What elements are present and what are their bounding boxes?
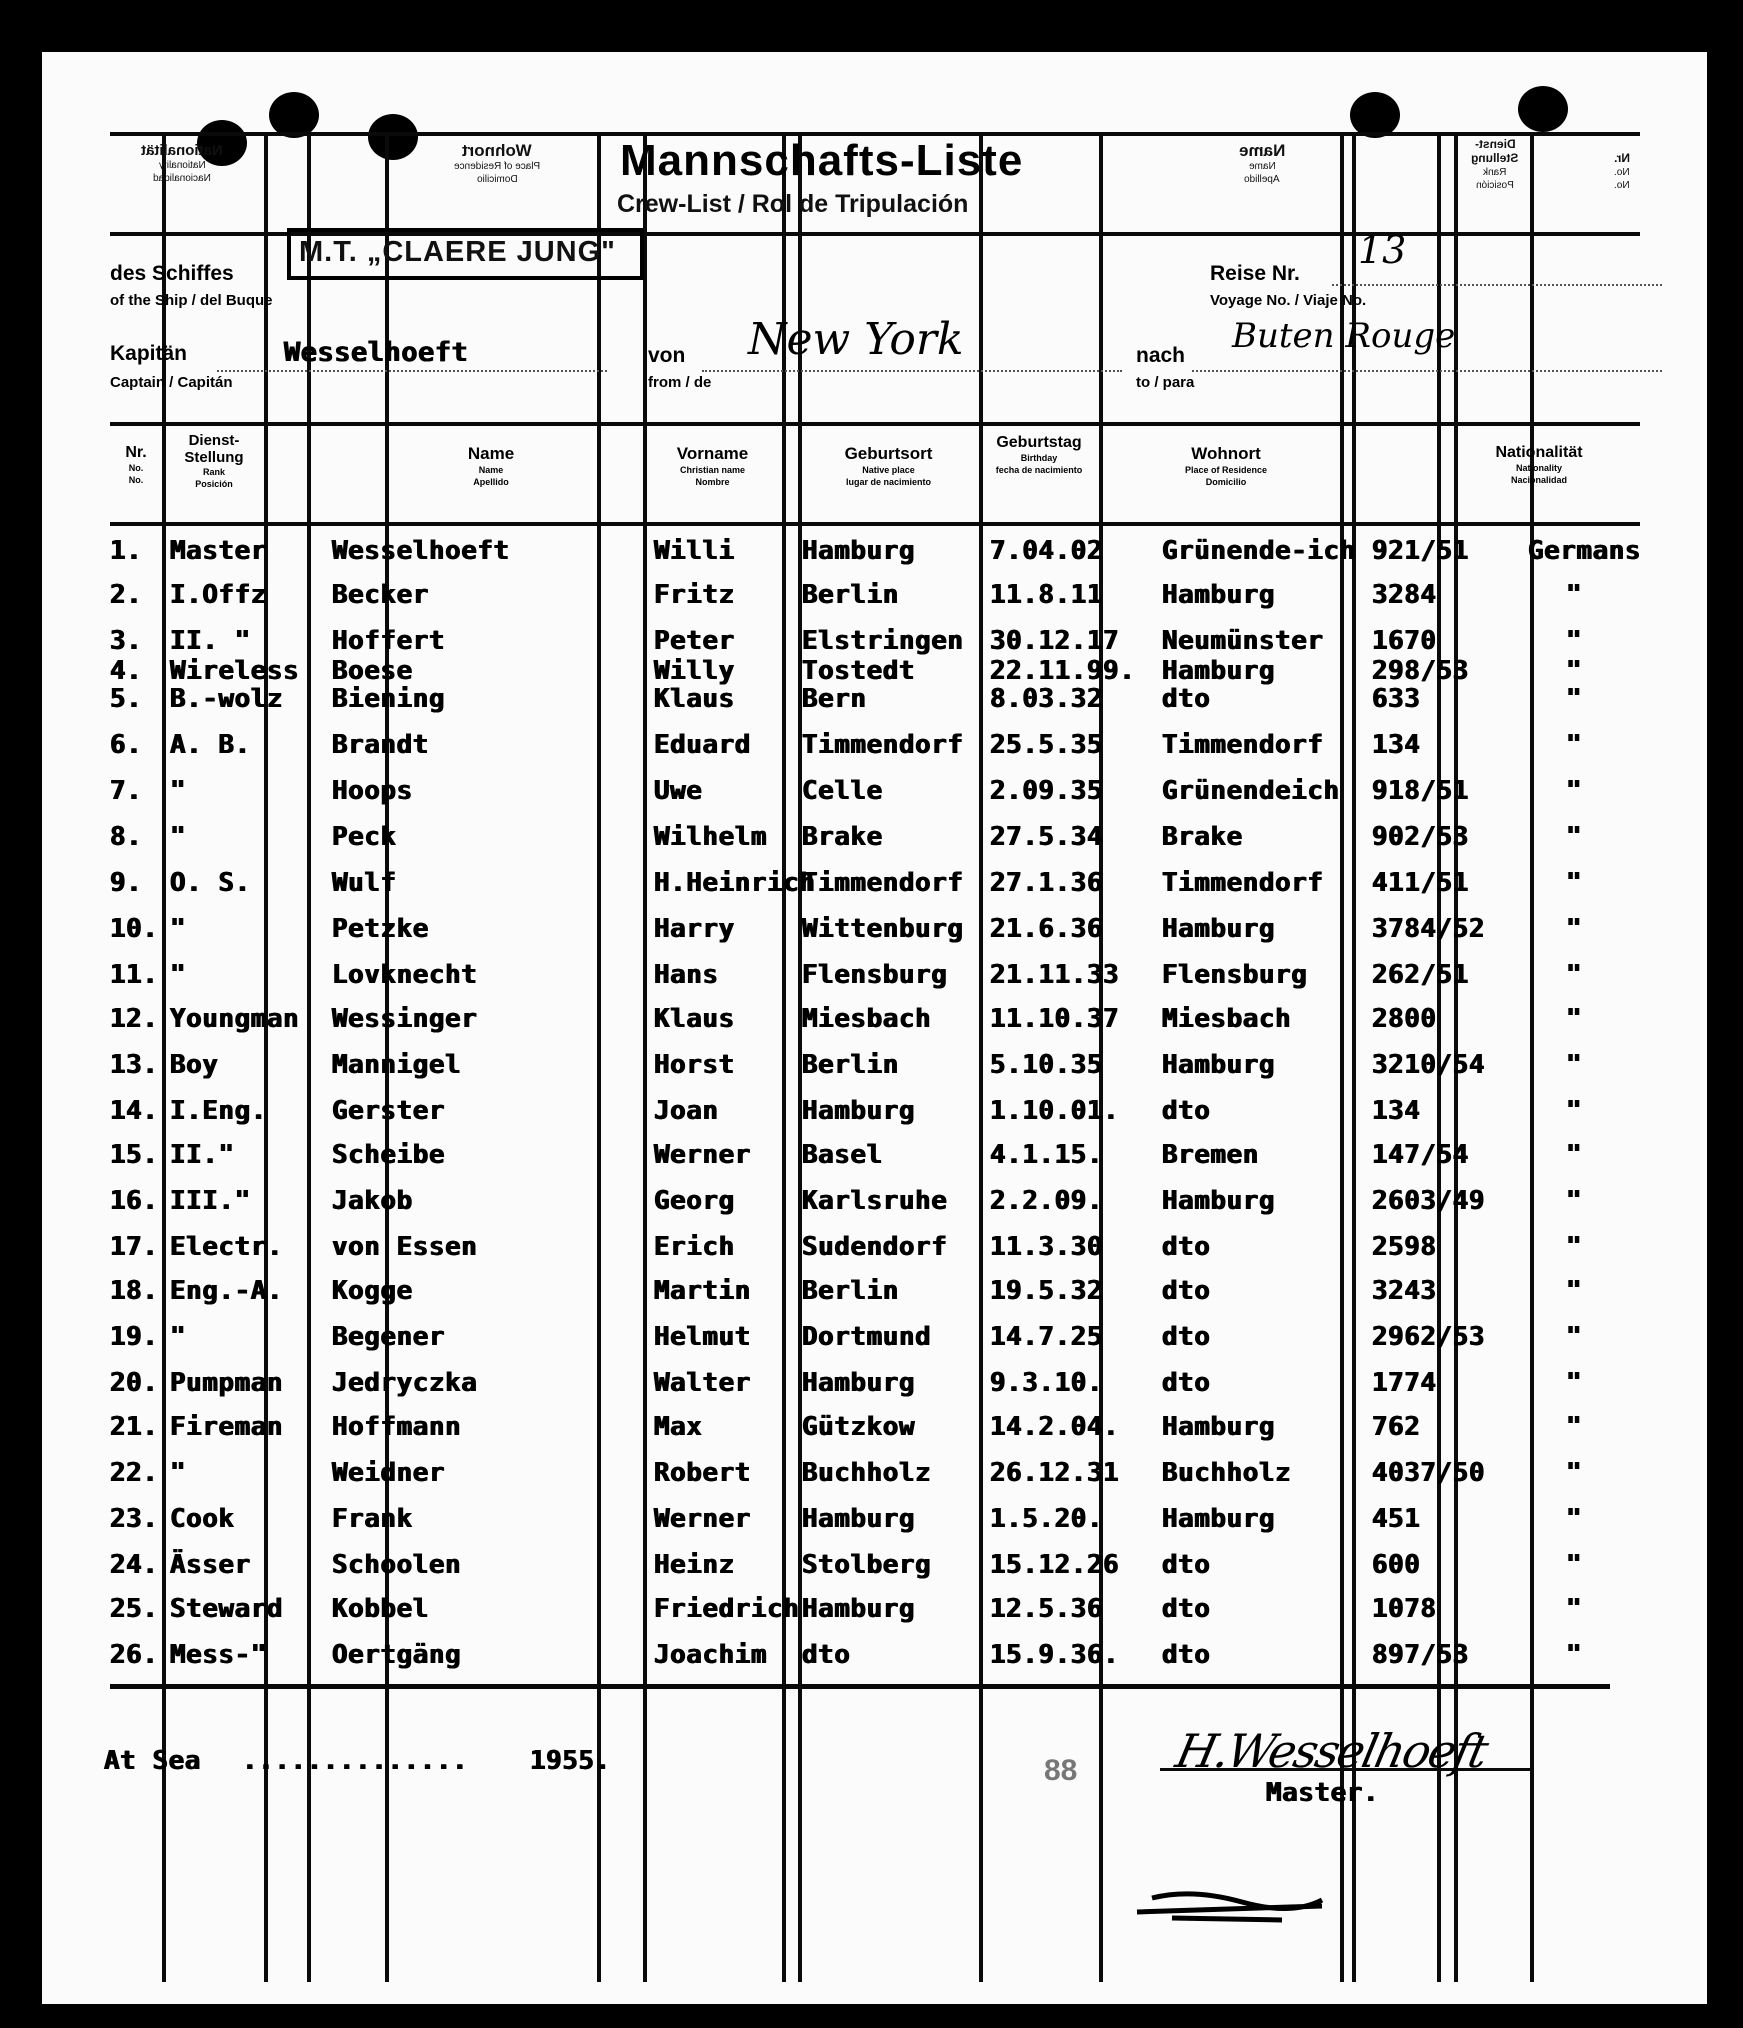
row-doc-number: 600 — [1372, 1550, 1421, 1580]
row-residence: dto — [1162, 1550, 1211, 1580]
row-nationality: " — [1566, 1594, 1583, 1624]
row-doc-number: 3243 — [1372, 1276, 1437, 1306]
to-port: Buten Rouge — [1232, 316, 1456, 356]
from-port: New York — [748, 314, 964, 365]
row-nr: 8. — [110, 822, 143, 852]
row-birthplace: Hamburg — [802, 1368, 916, 1398]
row-birthplace: Brake — [802, 822, 883, 852]
voyage-dotted-line — [1332, 284, 1662, 286]
row-rank: " — [170, 960, 187, 990]
row-nationality: " — [1566, 1140, 1583, 1170]
row-birthplace: Berlin — [802, 1276, 899, 1306]
row-birthplace: Miesbach — [802, 1004, 932, 1034]
row-rank: " — [170, 776, 187, 806]
row-birthday: 26.12.31 — [990, 1458, 1120, 1488]
row-birthday: 11.10.37 — [990, 1004, 1120, 1034]
row-doc-number: 902/53 — [1372, 822, 1469, 852]
row-residence: Timmendorf — [1162, 868, 1324, 898]
row-vorname: Harry — [654, 914, 735, 944]
ship-label: des Schiffes — [110, 262, 234, 285]
mirror-header-name: Name Name Apellido — [1238, 141, 1286, 185]
col-header-name: Name Name Apellido — [467, 444, 515, 487]
row-birthplace: Karlsruhe — [802, 1186, 948, 1216]
row-name: Becker — [332, 580, 429, 610]
row-vorname: Peter — [654, 626, 735, 656]
row-residence: Hamburg — [1162, 914, 1276, 944]
row-birthplace: Hamburg — [802, 536, 916, 566]
column-rule — [643, 132, 647, 1982]
captain-label: Kapitän — [110, 342, 188, 365]
row-nr: 1. — [110, 536, 143, 566]
row-birthplace: dto — [802, 1640, 851, 1670]
row-doc-number: 3210/54 — [1372, 1050, 1486, 1080]
captain-dotted-line — [217, 370, 607, 372]
row-nationality: " — [1566, 868, 1583, 898]
row-nationality: " — [1566, 1050, 1583, 1080]
col-header-rank: Dienst- Stellung Rank Posición — [184, 432, 244, 489]
row-nr: 7. — [110, 776, 143, 806]
row-residence: Hamburg — [1162, 1186, 1276, 1216]
row-nr: 5. — [110, 684, 143, 714]
row-birthday: 1.10.01. — [990, 1096, 1120, 1126]
row-birthplace: Hamburg — [802, 1594, 916, 1624]
row-residence: dto — [1162, 1368, 1211, 1398]
row-nationality: " — [1566, 1232, 1583, 1262]
row-rank: Eng.-A. — [170, 1276, 284, 1306]
punch-hole — [1518, 86, 1568, 132]
row-name: Mannigel — [332, 1050, 462, 1080]
row-birthplace: Wittenburg — [802, 914, 964, 944]
row-rank: Pumpman — [170, 1368, 284, 1398]
table-head-rule — [110, 522, 1640, 526]
row-vorname: Fritz — [654, 580, 735, 610]
row-birthplace: Sudendorf — [802, 1232, 948, 1262]
row-birthplace: Bern — [802, 684, 867, 714]
ship-sublabel: of the Ship / del Buque — [110, 292, 273, 309]
row-vorname: Georg — [654, 1186, 735, 1216]
row-residence: Brake — [1162, 822, 1243, 852]
row-vorname: Willi — [654, 536, 735, 566]
row-name: Wesselhoeft — [332, 536, 510, 566]
column-rule — [1530, 132, 1534, 1982]
row-residence: Flensburg — [1162, 960, 1308, 990]
row-birthday: 8.03.32 — [990, 684, 1104, 714]
row-birthday: 15.12.26 — [990, 1550, 1120, 1580]
row-name: Weidner — [332, 1458, 446, 1488]
row-name: Peck — [332, 822, 397, 852]
row-nr: 11. — [110, 960, 159, 990]
row-nationality: " — [1566, 1322, 1583, 1352]
column-rule — [1352, 132, 1356, 1982]
row-vorname: Max — [654, 1412, 703, 1442]
row-birthday: 30.12.17 — [990, 626, 1120, 656]
row-residence: Neumünster — [1162, 626, 1324, 656]
col-header-nr: Nr. No. No. — [125, 444, 147, 485]
column-rule — [1340, 132, 1344, 1982]
row-doc-number: 262/51 — [1372, 960, 1469, 990]
mirror-header-nr: Nr. No. No. — [1613, 151, 1630, 191]
row-birthday: 22.11.99. — [990, 656, 1136, 686]
row-birthday: 25.5.35 — [990, 730, 1104, 760]
row-vorname: Klaus — [654, 1004, 735, 1034]
row-doc-number: 2962/53 — [1372, 1322, 1486, 1352]
row-rank: Fireman — [170, 1412, 284, 1442]
row-doc-number: 411/51 — [1372, 868, 1469, 898]
row-vorname: Heinz — [654, 1550, 735, 1580]
row-birthday: 9.3.10. — [990, 1368, 1104, 1398]
to-label: nach — [1136, 344, 1186, 367]
table-end-rule — [110, 1684, 1610, 1689]
master-label: Master. — [1266, 1778, 1380, 1808]
row-birthplace: Timmendorf — [802, 730, 964, 760]
mirror-header-nationality: Nationalität Nationality Nacionalidad — [141, 142, 223, 184]
captain-sublabel: Captain / Capitán — [110, 374, 233, 391]
row-nr: 17. — [110, 1232, 159, 1262]
row-doc-number: 633 — [1372, 684, 1421, 714]
row-birthplace: Tostedt — [802, 656, 916, 686]
row-nr: 21. — [110, 1412, 159, 1442]
row-nr: 12. — [110, 1004, 159, 1034]
row-doc-number: 2598 — [1372, 1232, 1437, 1262]
column-rule — [597, 132, 601, 1982]
row-residence: dto — [1162, 1594, 1211, 1624]
row-vorname: Hans — [654, 960, 719, 990]
row-birthday: 1.5.20. — [990, 1504, 1104, 1534]
row-doc-number: 1670 — [1372, 626, 1437, 656]
row-birthplace: Dortmund — [802, 1322, 932, 1352]
row-rank: Ässer — [170, 1550, 251, 1580]
row-nationality: " — [1566, 1368, 1583, 1398]
captain-name: Wesselhoeft — [284, 337, 469, 368]
col-header-geburtsort: Geburtsort Native place lugar de nacimiento — [844, 444, 933, 487]
row-vorname: Willy — [654, 656, 735, 686]
row-nr: 26. — [110, 1640, 159, 1670]
row-nationality: " — [1566, 580, 1583, 610]
row-rank: III." — [170, 1186, 251, 1216]
row-birthplace: Buchholz — [802, 1458, 932, 1488]
row-rank: I.Offz — [170, 580, 267, 610]
row-birthday: 4.1.15. — [990, 1140, 1104, 1170]
row-doc-number: 921/51 — [1372, 536, 1469, 566]
row-residence: Miesbach — [1162, 1004, 1292, 1034]
row-name: Boese — [332, 656, 413, 686]
row-name: Begener — [332, 1322, 446, 1352]
row-rank: Youngman — [170, 1004, 300, 1034]
row-doc-number: 3784/52 — [1372, 914, 1486, 944]
row-doc-number: 134 — [1372, 1096, 1421, 1126]
row-vorname: Horst — [654, 1050, 735, 1080]
row-rank: " — [170, 822, 187, 852]
row-rank: Mess-" — [170, 1640, 267, 1670]
row-rank: " — [170, 914, 187, 944]
row-rank: Cook — [170, 1504, 235, 1534]
row-doc-number: 918/51 — [1372, 776, 1469, 806]
row-birthday: 11.3.30 — [990, 1232, 1104, 1262]
row-birthday: 21.11.33 — [990, 960, 1120, 990]
row-nationality: " — [1566, 822, 1583, 852]
row-birthplace: Hamburg — [802, 1096, 916, 1126]
row-birthday: 27.5.34 — [990, 822, 1104, 852]
row-residence: Hamburg — [1162, 580, 1276, 610]
from-dotted-line — [702, 370, 1122, 372]
row-nr: 16. — [110, 1186, 159, 1216]
row-doc-number: 298/53 — [1372, 656, 1469, 686]
row-residence: Hamburg — [1162, 1050, 1276, 1080]
row-birthplace: Celle — [802, 776, 883, 806]
row-vorname: Uwe — [654, 776, 703, 806]
document-page — [42, 52, 1707, 2004]
row-residence: Grünendeich — [1162, 776, 1340, 806]
row-nr: 19. — [110, 1322, 159, 1352]
row-vorname: Erich — [654, 1232, 735, 1262]
row-doc-number: 1774 — [1372, 1368, 1437, 1398]
row-nationality: Germans — [1528, 536, 1642, 566]
column-rule — [162, 132, 166, 1982]
row-birthday: 14.7.25 — [990, 1322, 1104, 1352]
row-residence: Hamburg — [1162, 1504, 1276, 1534]
from-label: von — [648, 344, 686, 367]
row-doc-number: 3284 — [1372, 580, 1437, 610]
row-rank: I.Eng. — [170, 1096, 267, 1126]
column-rule — [782, 132, 786, 1982]
row-vorname: Klaus — [654, 684, 735, 714]
row-rank: II." — [170, 1140, 235, 1170]
row-rank: A. B. — [170, 730, 251, 760]
col-header-geburtstag: Geburtstag Birthday fecha de nacimiento — [995, 434, 1083, 475]
row-nr: 24. — [110, 1550, 159, 1580]
row-nationality: " — [1566, 960, 1583, 990]
row-nr: 22. — [110, 1458, 159, 1488]
column-rule — [307, 132, 311, 1982]
row-rank: Electr. — [170, 1232, 284, 1262]
row-name: Kogge — [332, 1276, 413, 1306]
row-rank: Steward — [170, 1594, 284, 1624]
row-rank: II. " — [170, 626, 251, 656]
row-nr: 6. — [110, 730, 143, 760]
row-residence: Buchholz — [1162, 1458, 1292, 1488]
row-vorname: Martin — [654, 1276, 751, 1306]
to-dotted-line — [1192, 370, 1662, 372]
row-rank: Wireless — [170, 656, 300, 686]
row-name: Hoffmann — [332, 1412, 462, 1442]
row-name: Oertgäng — [332, 1640, 462, 1670]
voyage-number: 13 — [1358, 228, 1407, 272]
row-rank: Master — [170, 536, 267, 566]
row-birthplace: Berlin — [802, 580, 899, 610]
col-header-vorname: Vorname Christian name Nombre — [676, 444, 749, 487]
date-dots: .............. — [242, 1746, 469, 1776]
row-nr: 23. — [110, 1504, 159, 1534]
row-nationality: " — [1566, 776, 1583, 806]
row-name: Hoops — [332, 776, 413, 806]
row-nationality: " — [1566, 1096, 1583, 1126]
row-birthday: 7.04.02 — [990, 536, 1104, 566]
row-nationality: " — [1566, 1412, 1583, 1442]
row-name: Petzke — [332, 914, 429, 944]
row-vorname: H.Heinrich — [654, 868, 816, 898]
row-name: Frank — [332, 1504, 413, 1534]
row-doc-number: 897/53 — [1372, 1640, 1469, 1670]
row-name: von Essen — [332, 1232, 478, 1262]
row-vorname: Eduard — [654, 730, 751, 760]
row-rank: " — [170, 1322, 187, 1352]
row-vorname: Robert — [654, 1458, 751, 1488]
row-nationality: " — [1566, 1458, 1583, 1488]
row-doc-number: 2800 — [1372, 1004, 1437, 1034]
row-doc-number: 451 — [1372, 1504, 1421, 1534]
row-nr: 10. — [110, 914, 159, 944]
row-residence: dto — [1162, 1096, 1211, 1126]
row-name: Biening — [332, 684, 446, 714]
voyage-sublabel: Voyage No. / Viaje No. — [1210, 292, 1367, 309]
row-name: Schoolen — [332, 1550, 462, 1580]
row-birthplace: Gützkow — [802, 1412, 916, 1442]
col-header-wohnort: Wohnort Place of Residence Domicilio — [1184, 444, 1268, 487]
row-birthday: 11.8.11 — [990, 580, 1104, 610]
row-nationality: " — [1566, 626, 1583, 656]
row-doc-number: 762 — [1372, 1412, 1421, 1442]
row-doc-number: 1078 — [1372, 1594, 1437, 1624]
row-vorname: Walter — [654, 1368, 751, 1398]
row-residence: Grünende-ich — [1162, 536, 1356, 566]
scribble-mark — [1132, 1868, 1332, 1928]
row-birthday: 21.6.36 — [990, 914, 1104, 944]
row-nationality: " — [1566, 684, 1583, 714]
row-birthplace: Stolberg — [802, 1550, 932, 1580]
row-birthday: 2.09.35 — [990, 776, 1104, 806]
voyage-label: Reise Nr. — [1210, 262, 1300, 285]
row-residence: dto — [1162, 1232, 1211, 1262]
row-name: Wulf — [332, 868, 397, 898]
row-residence: dto — [1162, 684, 1211, 714]
row-birthplace: Hamburg — [802, 1504, 916, 1534]
row-birthday: 27.1.36 — [990, 868, 1104, 898]
row-vorname: Helmut — [654, 1322, 751, 1352]
row-residence: dto — [1162, 1640, 1211, 1670]
row-nr: 4. — [110, 656, 143, 686]
row-doc-number: 2603/49 — [1372, 1186, 1486, 1216]
year: 1955. — [530, 1746, 611, 1776]
row-name: Kobbel — [332, 1594, 429, 1624]
row-rank: O. S. — [170, 868, 251, 898]
row-nr: 20. — [110, 1368, 159, 1398]
row-nr: 15. — [110, 1140, 159, 1170]
row-name: Wessinger — [332, 1004, 478, 1034]
from-sublabel: from / de — [648, 374, 712, 391]
mirror-header-rank: Dienst- Stellung Rank Posición — [1471, 137, 1519, 191]
row-nationality: " — [1566, 656, 1583, 686]
row-rank: Boy — [170, 1050, 219, 1080]
row-residence: Bremen — [1162, 1140, 1259, 1170]
row-nr: 2. — [110, 580, 143, 610]
form-subtitle: Crew-List / Rol de Tripulación — [617, 190, 969, 218]
row-birthplace: Timmendorf — [802, 868, 964, 898]
row-nationality: " — [1566, 1276, 1583, 1306]
row-vorname: Werner — [654, 1140, 751, 1170]
row-residence: dto — [1162, 1276, 1211, 1306]
row-name: Brandt — [332, 730, 429, 760]
place-of-signing: At Sea — [104, 1746, 201, 1776]
row-birthday: 14.2.04. — [990, 1412, 1120, 1442]
row-nr: 3. — [110, 626, 143, 656]
row-name: Lovknecht — [332, 960, 478, 990]
row-birthday: 5.10.35 — [990, 1050, 1104, 1080]
row-nr: 18. — [110, 1276, 159, 1306]
column-rule — [264, 132, 268, 1982]
row-nationality: " — [1566, 1004, 1583, 1034]
row-rank: B.-wolz — [170, 684, 284, 714]
row-birthplace: Basel — [802, 1140, 883, 1170]
row-birthday: 12.5.36 — [990, 1594, 1104, 1624]
row-birthday: 15.9.36. — [990, 1640, 1120, 1670]
row-birthday: 2.2.09. — [990, 1186, 1104, 1216]
row-residence: Hamburg — [1162, 1412, 1276, 1442]
col-header-nationality: Nationalität Nationality Nacionalidad — [1495, 444, 1583, 485]
row-nr: 14. — [110, 1096, 159, 1126]
row-doc-number: 147/54 — [1372, 1140, 1469, 1170]
row-birthplace: Berlin — [802, 1050, 899, 1080]
row-doc-number: 4037/50 — [1372, 1458, 1486, 1488]
row-nationality: " — [1566, 1504, 1583, 1534]
row-birthplace: Elstringen — [802, 626, 964, 656]
row-vorname: Joachim — [654, 1640, 768, 1670]
faded-stamp-number: 88 — [1044, 1754, 1078, 1787]
row-name: Gerster — [332, 1096, 446, 1126]
row-name: Scheibe — [332, 1140, 446, 1170]
row-rank: " — [170, 1458, 187, 1488]
master-signature: H.Wesselhoeft — [1171, 1724, 1492, 1778]
row-nationality: " — [1566, 914, 1583, 944]
row-vorname: Werner — [654, 1504, 751, 1534]
row-name: Jakob — [332, 1186, 413, 1216]
row-birthday: 19.5.32 — [990, 1276, 1104, 1306]
row-doc-number: 134 — [1372, 730, 1421, 760]
row-residence: Hamburg — [1162, 656, 1276, 686]
row-nationality: " — [1566, 1186, 1583, 1216]
row-vorname: Joan — [654, 1096, 719, 1126]
row-vorname: Friedrich — [654, 1594, 800, 1624]
row-residence: Timmendorf — [1162, 730, 1324, 760]
column-rule — [979, 132, 983, 1982]
row-nationality: " — [1566, 730, 1583, 760]
row-name: Jedryczka — [332, 1368, 478, 1398]
to-sublabel: to / para — [1136, 374, 1195, 391]
row-birthplace: Flensburg — [802, 960, 948, 990]
ship-name-stamp: M.T. „CLAERE JUNG" — [287, 228, 644, 280]
row-name: Hoffert — [332, 626, 446, 656]
row-nationality: " — [1566, 1640, 1583, 1670]
row-nr: 9. — [110, 868, 143, 898]
row-vorname: Wilhelm — [654, 822, 768, 852]
form-title: Mannschafts-Liste — [620, 136, 1024, 185]
mirror-header-residence: Wohnort Place of Residence Domicilio — [453, 141, 541, 185]
row-nr: 25. — [110, 1594, 159, 1624]
row-residence: dto — [1162, 1322, 1211, 1352]
row-nationality: " — [1566, 1550, 1583, 1580]
header-rule — [110, 422, 1640, 426]
row-nr: 13. — [110, 1050, 159, 1080]
